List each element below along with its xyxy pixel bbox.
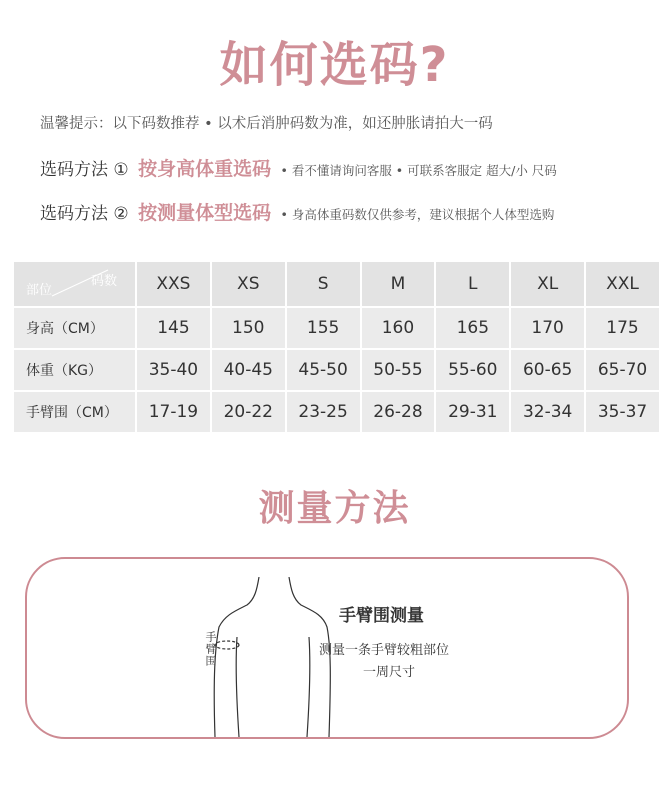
row-label: 体重（KG）: [14, 350, 135, 390]
table-cell: 150: [212, 308, 285, 348]
method-1-emphasis: 按身高体重选码: [138, 158, 272, 180]
measure-desc-line2: 一周尺寸: [363, 665, 416, 680]
row-label: 身高（CM）: [14, 308, 135, 348]
table-corner-cell: [14, 262, 135, 306]
table-cell: 65-70: [586, 350, 659, 390]
row-label: 手臂围（CM）: [14, 392, 135, 432]
method-1: [40, 154, 557, 181]
measure-heading: 手臂围测量: [339, 606, 424, 626]
measure-desc-line1: 测量一条手臂较粗部位: [319, 643, 450, 658]
table-header-row: [14, 262, 659, 306]
figure-label: 手臂围: [204, 631, 217, 667]
measure-section-title: 测量方法: [258, 488, 411, 529]
table-cell: 32-34: [511, 392, 584, 432]
size-header: L: [436, 262, 509, 306]
table-cell: 60-65: [511, 350, 584, 390]
size-header: XXS: [137, 262, 210, 306]
table-cell: 155: [287, 308, 360, 348]
table-cell: 145: [137, 308, 210, 348]
page-title: 如何选码?: [219, 37, 450, 93]
table-cell: 35-37: [586, 392, 659, 432]
size-header: M: [362, 262, 435, 306]
table-cell: 45-50: [287, 350, 360, 390]
size-header: XXL: [586, 262, 659, 306]
size-header: S: [287, 262, 360, 306]
table-cell: 50-55: [362, 350, 435, 390]
table-cell: 17-19: [137, 392, 210, 432]
table-cell: 165: [436, 308, 509, 348]
corner-size-label: 码数: [90, 274, 117, 289]
table-row: [14, 308, 659, 348]
tip-text: 温馨提示：以下码数推荐 • 以术后消肿码数为准，如还肿胀请拍大一码: [40, 116, 493, 132]
size-header: XL: [511, 262, 584, 306]
method-2-prefix: 选码方法 ②: [40, 204, 129, 224]
table-cell: 35-40: [137, 350, 210, 390]
size-header: XS: [212, 262, 285, 306]
corner-part-label: 部位: [26, 283, 53, 298]
table-cell: 160: [362, 308, 435, 348]
method-1-prefix: 选码方法 ①: [40, 160, 129, 180]
method-2: [40, 198, 554, 225]
table-cell: 175: [586, 308, 659, 348]
table-row: [14, 350, 659, 390]
table-cell: 20-22: [212, 392, 285, 432]
table-row: [14, 392, 659, 432]
table-cell: 55-60: [436, 350, 509, 390]
table-cell: 29-31: [436, 392, 509, 432]
table-cell: 26-28: [362, 392, 435, 432]
table-cell: 40-45: [212, 350, 285, 390]
method-1-note: • 看不懂请询问客服 • 可联系客服定 超大/小 尺码: [280, 163, 557, 178]
table-cell: 170: [511, 308, 584, 348]
method-2-note: • 身高体重码数仅供参考，建议根据个人体型选购: [280, 207, 555, 222]
method-2-emphasis: 按测量体型选码: [138, 202, 272, 224]
size-table: [12, 260, 661, 434]
measure-panel: [25, 557, 629, 739]
table-cell: 23-25: [287, 392, 360, 432]
